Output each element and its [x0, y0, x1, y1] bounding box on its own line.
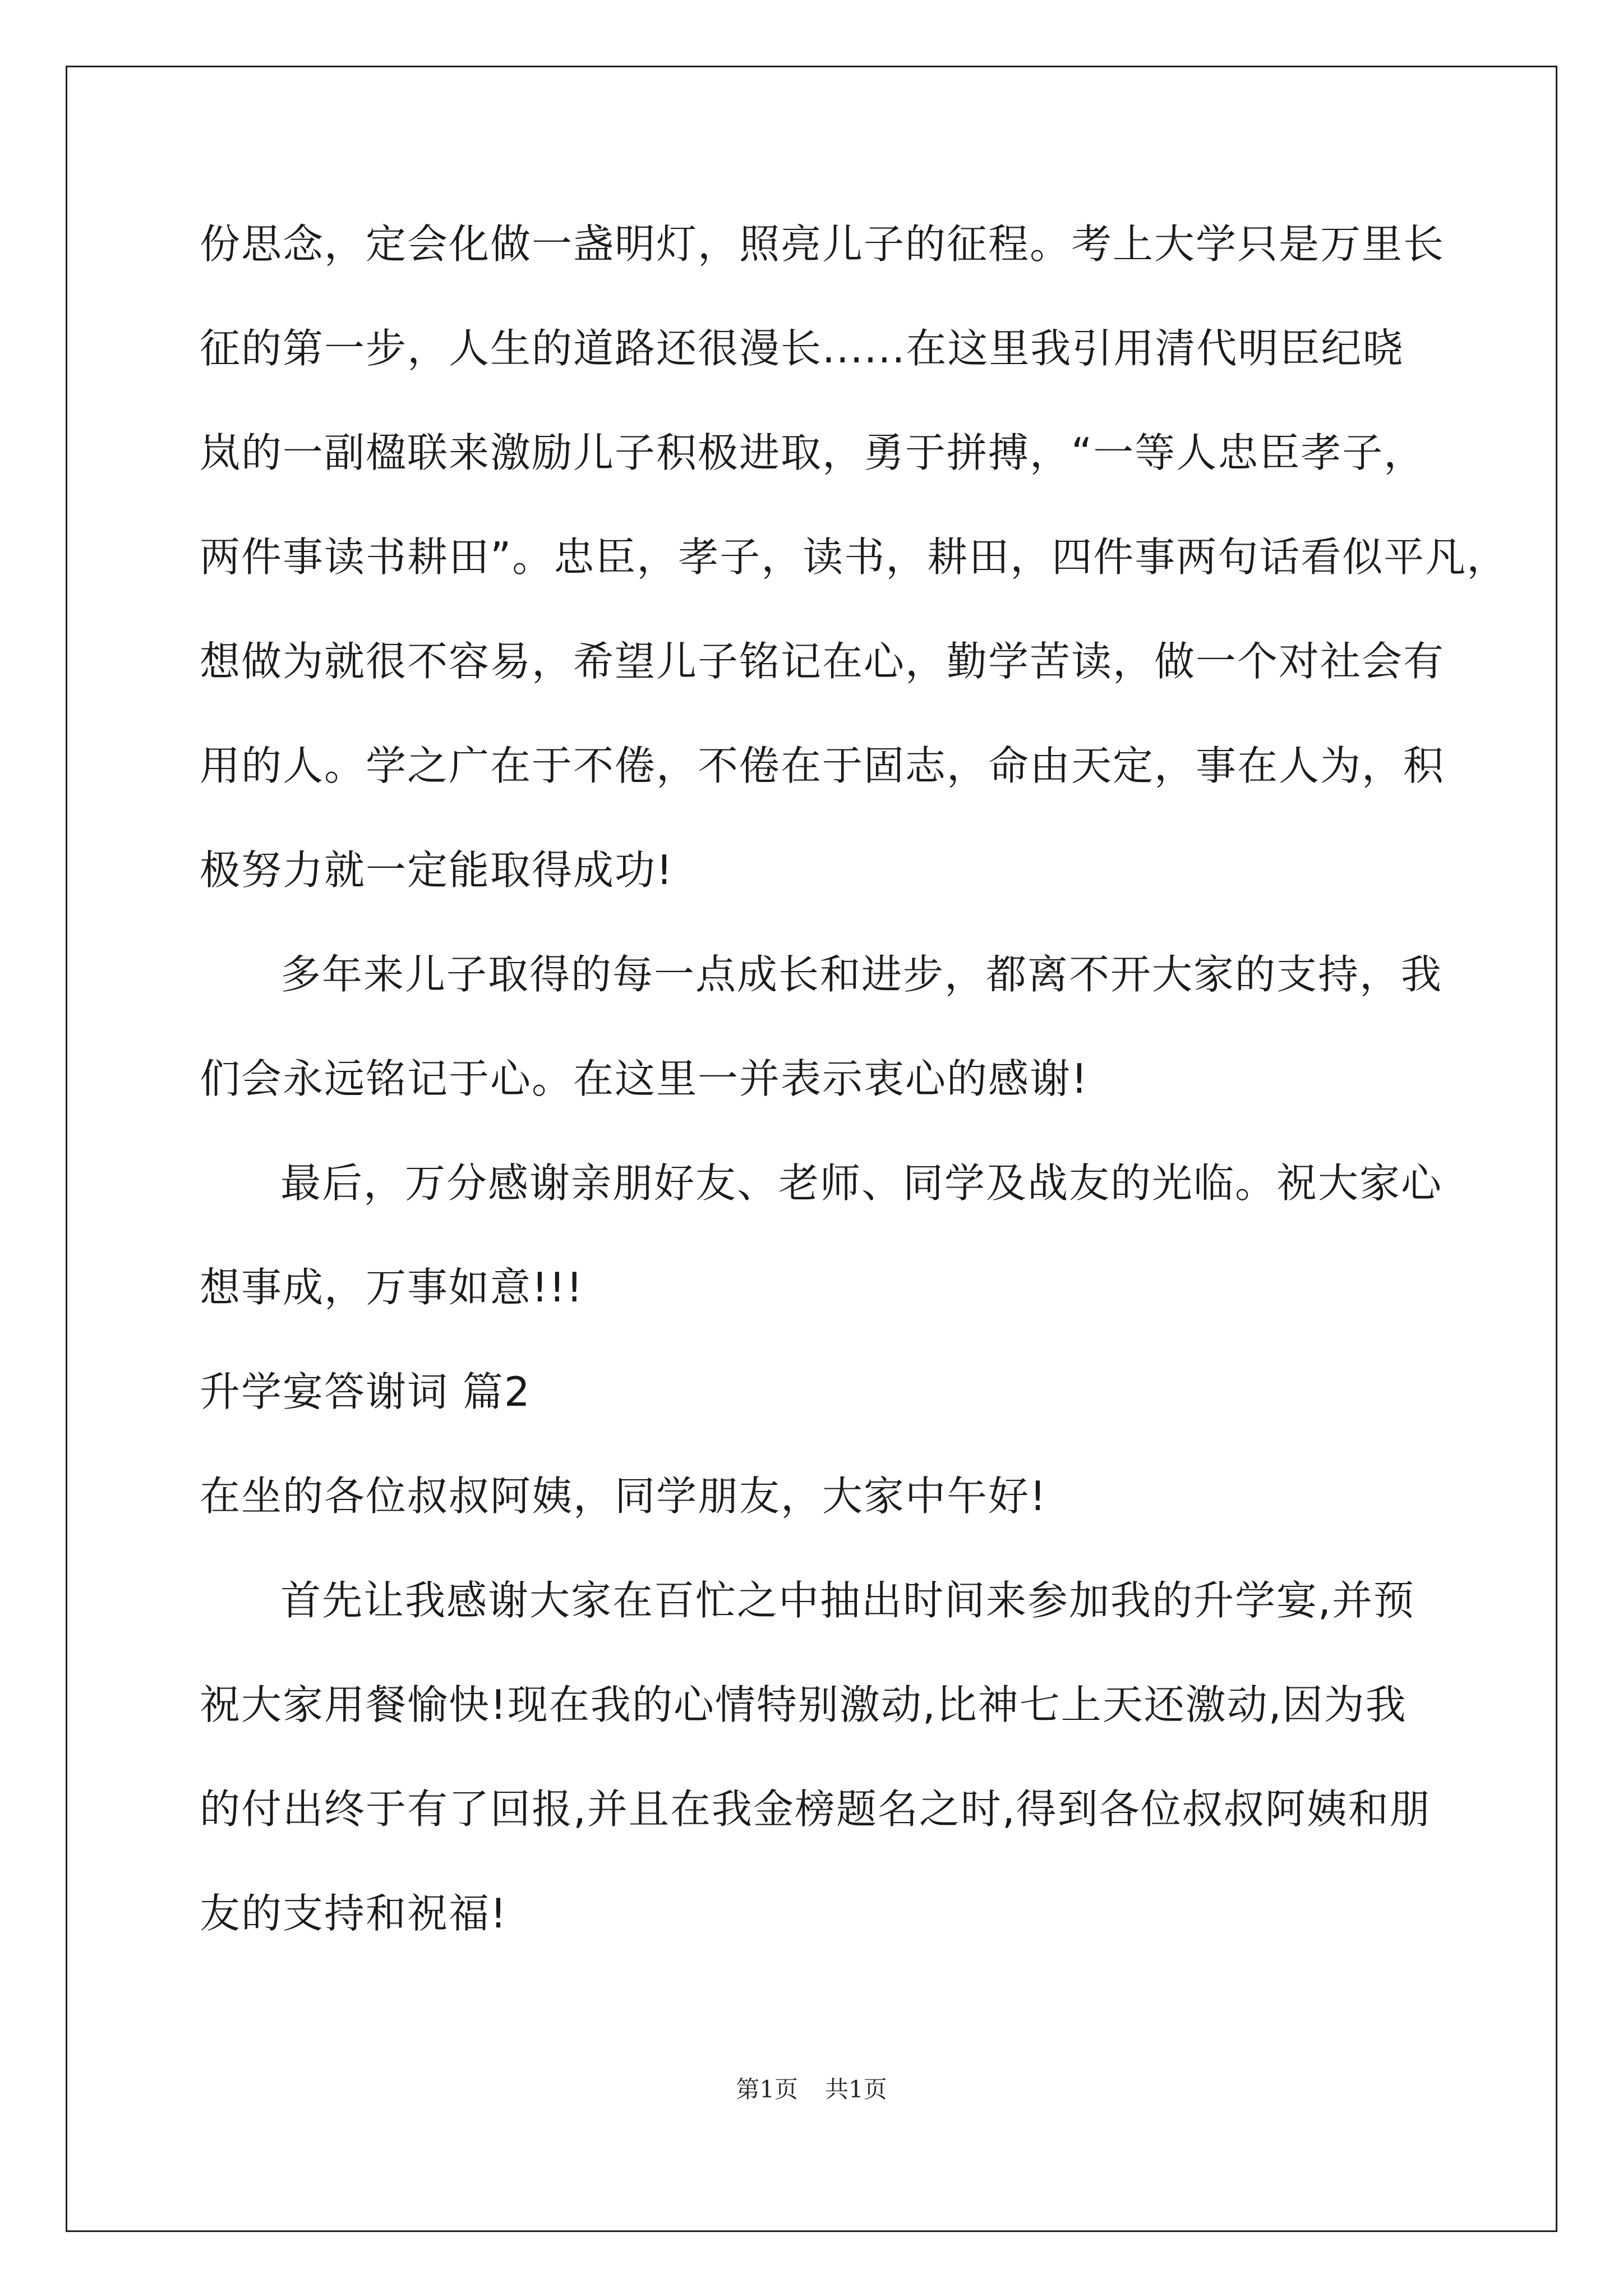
text-line: 想做为就很不容易，希望儿子铭记在心，勤学苦读，做一个对社会有	[200, 638, 1445, 685]
text-line: 们会永远铭记于心。在这里一并表示衷心的感谢!	[200, 1055, 1089, 1102]
page-number: 第1页	[736, 2076, 798, 2103]
text-line: 祝大家用餐愉快!现在我的心情特别激动,比神七上天还激动,因为我	[200, 1681, 1407, 1728]
section-heading: 升学宴答谢词 篇2	[200, 1368, 531, 1415]
page-total: 共1页	[825, 2076, 887, 2103]
text-line: 极努力就一定能取得成功!	[200, 846, 674, 894]
paragraph-first-line: 最后，万分感谢亲朋好友、老师、同学及战友的光临。祝大家心	[280, 1159, 1443, 1207]
page-footer	[0, 2073, 1623, 2106]
text-line: 用的人。学之广在于不倦，不倦在于固志，命由天定，事在人为，积	[200, 742, 1445, 789]
paragraph-first-line: 首先让我感谢大家在百忙之中抽出时间来参加我的升学宴,并预	[280, 1577, 1415, 1624]
paragraph-first-line: 多年来儿子取得的每一点成长和进步，都离不开大家的支持，我	[280, 951, 1443, 998]
text-line: 想事成，万事如意!!!	[200, 1264, 584, 1311]
text-line: 的付出终于有了回报,并且在我金榜题名之时,得到各位叔叔阿姨和朋	[200, 1786, 1431, 1833]
text-line: 岚的一副楹联来激励儿子积极进取，勇于拼搏，“一等人忠臣孝子，	[200, 429, 1426, 476]
text-line: 友的支持和祝福!	[200, 1890, 508, 1937]
text-line: 征的第一步，人生的道路还很漫长......在这里我引用清代明臣纪晓	[200, 325, 1404, 372]
text-line: 两件事读书耕田”。忠臣，孝子，读书，耕田，四件事两句话看似平凡，	[200, 533, 1509, 581]
text-line: 份思念，定会化做一盏明灯，照亮儿子的征程。考上大学只是万里长	[200, 220, 1445, 268]
greeting-line: 在坐的各位叔叔阿姨，同学朋友，大家中午好!	[200, 1473, 1047, 1520]
